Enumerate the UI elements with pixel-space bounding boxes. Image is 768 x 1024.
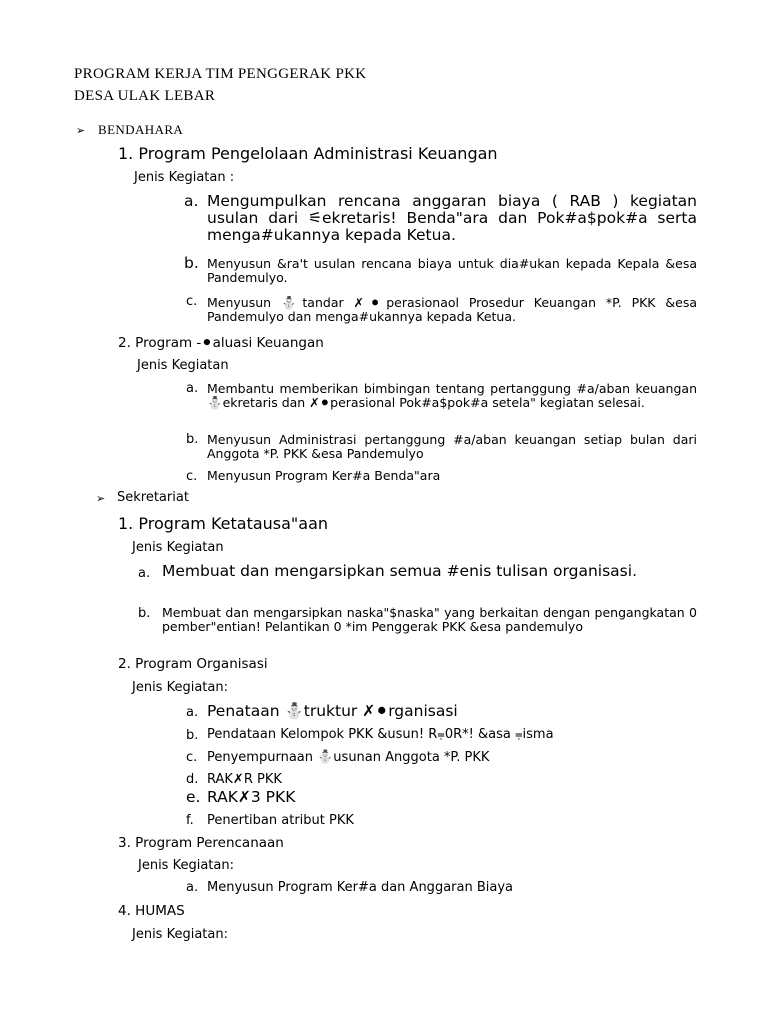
section-heading-bendahara: BENDAHARA	[98, 122, 184, 137]
arrow-bullet-icon: ➢	[76, 124, 86, 137]
list-item-label: f.	[186, 813, 194, 828]
list-item-text: Membantu memberikan bimbingan tentang pertanggung #a/aban keuangan ⛄ekretaris dan ✗⚫perasional Pok#a$pok#a setela" kegiatan selesai.	[207, 381, 697, 410]
list-item-label: b.	[186, 728, 199, 743]
program-heading-ketatausahaan: 1. Program Ketatausa"aan	[118, 514, 329, 533]
list-item-label: a.	[186, 705, 199, 720]
arrow-bullet-icon: ➢	[96, 492, 106, 505]
list-item-text: Menyusun Administrasi pertanggung #a/aban keuangan setiap bulan dari Anggota *P. PKK &esa Pandemulyo	[207, 432, 697, 461]
list-item-text: Menyusun ⛄tandar ✗⚫perasionaol Prosedur Keuangan *P. PKK &esa Pandemulyo dan menga#ukannya kepada Ketua.	[207, 295, 697, 324]
list-item-label: b.	[184, 254, 199, 272]
section-heading-sekretariat: Sekretariat	[117, 490, 189, 505]
list-item-label: a.	[186, 381, 199, 396]
list-item-label: a.	[186, 880, 199, 895]
list-item-text: Mengumpulkan rencana anggaran biaya ( RAB ) kegiatan usulan dari ⚟ekretaris! Benda"ara dan Pok#a$pok#a serta menga#ukannya kepada Ketua.	[207, 192, 697, 244]
list-item-label: c.	[186, 469, 198, 484]
list-item-text: Pendataan Kelompok PKK &usun! R⩦0R*! &asa ⩦isma	[207, 727, 554, 742]
program-heading-perencanaan: 3. Program Perencanaan	[118, 835, 284, 851]
jenis-kegiatan-label: Jenis Kegiatan:	[132, 927, 228, 942]
program-heading-pengelolaan: 1. Program Pengelolaan Administrasi Keuangan	[118, 144, 498, 163]
list-item-text: Menyusun Program Ker#a dan Anggaran Biaya	[207, 880, 513, 895]
list-item-label: c.	[186, 750, 198, 765]
list-item-text: Membuat dan mengarsipkan semua #enis tulisan organisasi.	[162, 562, 637, 580]
list-item-text: Menyusun &ra't usulan rencana biaya untuk dia#ukan kepada Kepala &esa Pandemulyo.	[207, 256, 697, 285]
list-item-label: b.	[186, 432, 199, 447]
program-heading-evaluasi: 2. Program -⚫aluasi Keuangan	[118, 335, 324, 351]
list-item-label: b.	[138, 606, 151, 621]
jenis-kegiatan-label: Jenis Kegiatan	[132, 540, 224, 555]
jenis-kegiatan-label: Jenis Kegiatan:	[132, 680, 228, 695]
program-heading-organisasi: 2. Program Organisasi	[118, 656, 268, 672]
list-item-text: Penataan ⛄truktur ✗⚫rganisasi	[207, 702, 458, 720]
document-title-line2: DESA ULAK LEBAR	[74, 88, 216, 104]
list-item-text: RAK✗R PKK	[207, 772, 282, 787]
jenis-kegiatan-label: Jenis Kegiatan :	[134, 170, 235, 185]
jenis-kegiatan-label: Jenis Kegiatan	[137, 358, 229, 373]
list-item-label: d.	[186, 772, 199, 787]
list-item-label: a.	[138, 566, 151, 581]
list-item-text: RAK✗3 PKK	[207, 788, 296, 806]
list-item-text: Penyempurnaan ⛄usunan Anggota *P. PKK	[207, 750, 490, 765]
document-title-line1: PROGRAM KERJA TIM PENGGERAK PKK	[74, 66, 367, 82]
list-item-label: e.	[186, 788, 201, 806]
list-item-text: Penertiban atribut PKK	[207, 813, 354, 828]
list-item-text: Menyusun Program Ker#a Benda"ara	[207, 468, 441, 483]
list-item-text: Membuat dan mengarsipkan naska"$naska" yang berkaitan dengan pengangkatan 0 pember"entian! Pelantikan 0 *im Penggerak PKK &esa pandemulyo	[162, 605, 697, 634]
program-heading-humas: 4. HUMAS	[118, 903, 185, 919]
list-item-label: c.	[186, 294, 198, 309]
jenis-kegiatan-label: Jenis Kegiatan:	[138, 858, 234, 873]
list-item-label: a.	[184, 192, 199, 210]
